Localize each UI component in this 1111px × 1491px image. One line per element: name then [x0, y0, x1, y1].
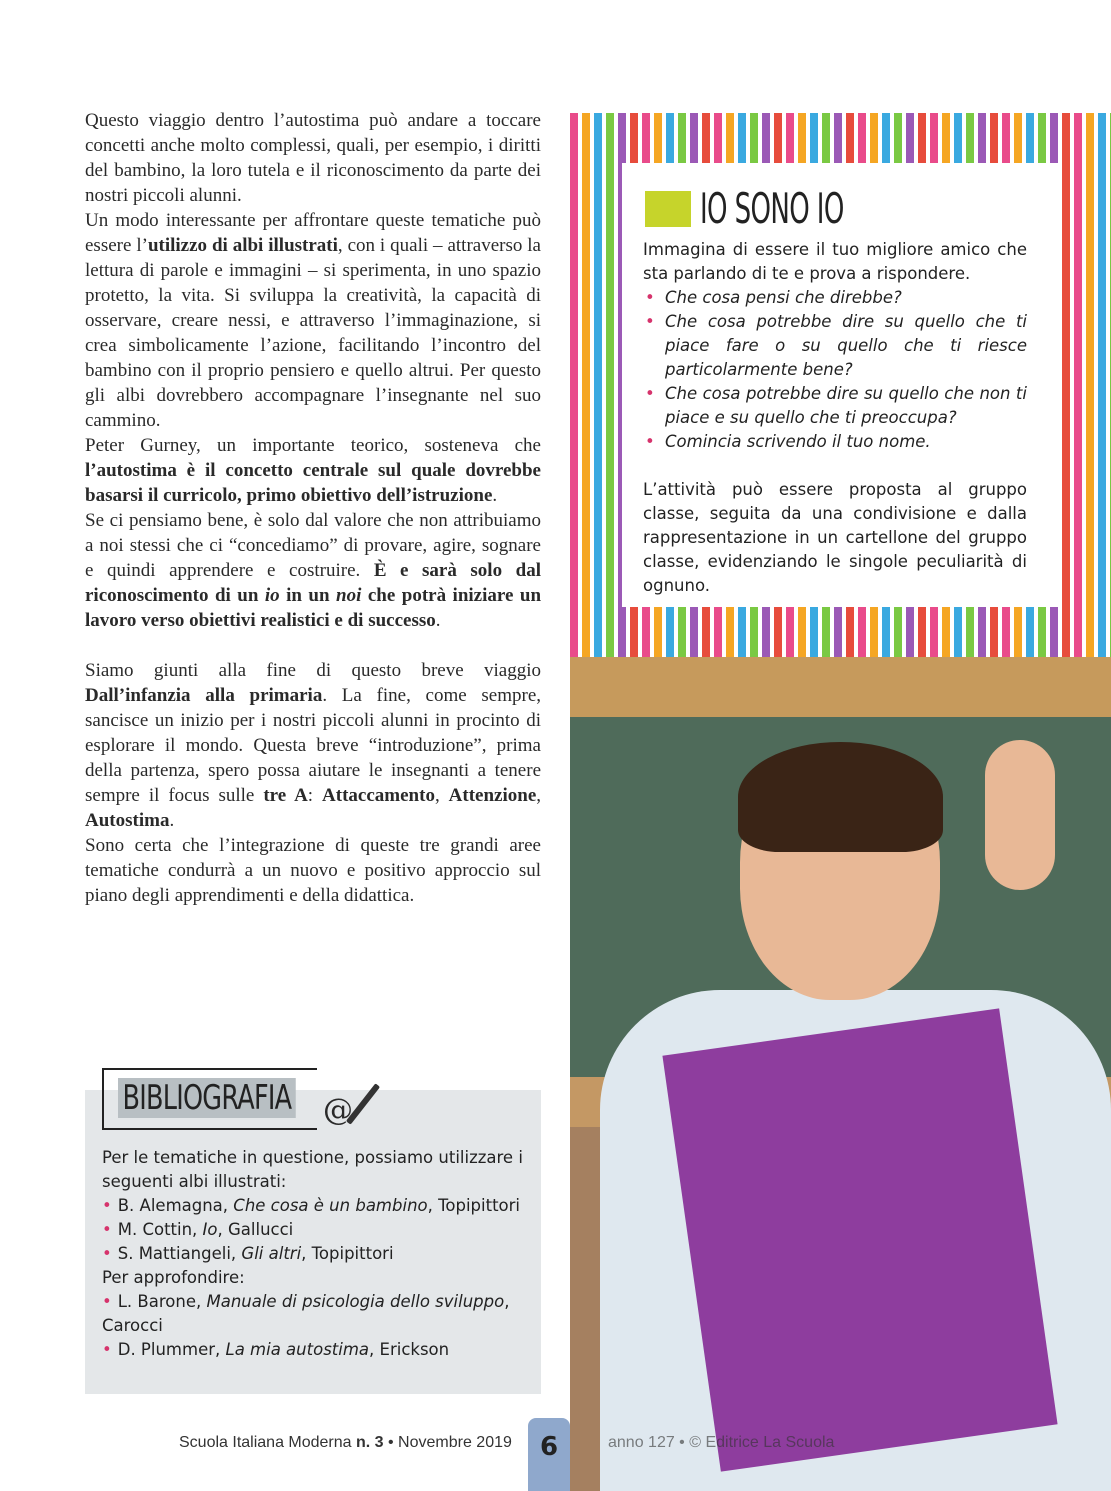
text: . La fine, come sempre, sancisce un inizio per i nostri piccoli alunni in procinto di esplorare il mondo. Questa breve “introduzione”, prima della partenza, spero possa aiutare le insegnanti a tenere sempre il focus sulle	[85, 685, 541, 806]
text: Se ci pensiamo bene, è solo dal valore che non attribuiamo a noi stessi che ci “concediamo” di provare, agire, sognare e quindi apprendere e costruire.	[85, 510, 541, 581]
paragraph	[85, 433, 541, 508]
bullet-icon: •	[102, 1340, 112, 1359]
list-item: • Che cosa potrebbe dire su quello che ti piace fare o su quello che ti riesce particolarmente bene?	[643, 310, 1027, 382]
article-body	[85, 108, 541, 908]
text: ,	[434, 785, 449, 806]
bullet-icon: •	[102, 1196, 112, 1215]
bibliography-heading	[102, 1068, 317, 1130]
bold-text: Attaccamento	[322, 785, 435, 806]
list-item: • Che cosa potrebbe dire su quello che non ti piace e su quello che ti preoccupa?	[643, 382, 1027, 430]
bibliography-title: BIBLIOGRAFIA	[118, 1078, 296, 1118]
bullet-icon: •	[102, 1220, 112, 1239]
bold-text: È e sarà solo dal riconoscimento di un	[85, 560, 541, 606]
bold-italic-text: io	[264, 585, 280, 606]
at-sign-icon: @	[323, 1093, 353, 1128]
list-item: • L. Barone, Manuale di psicologia dello sviluppo, Carocci	[102, 1292, 510, 1335]
bullet-icon: •	[102, 1244, 112, 1263]
bullet-icon: •	[102, 1292, 112, 1311]
footer-publisher: anno 127 • © Editrice La Scuola	[608, 1434, 835, 1451]
bold-text: tre A	[263, 785, 308, 806]
list-item: • Che cosa pensi che direbbe?	[643, 286, 1027, 310]
photo-purple-folder	[662, 1008, 1057, 1471]
text: .	[492, 485, 498, 506]
text: , con i quali – attraverso la lettura di parole e immagini – si sperimenta, in uno spazio protetto, la vita. Si sviluppa la creatività, la capacità di osservare, creare nessi, e attraverso l’immaginazione, si crea simbolicamente l’azione, facilitando l’incontro del bambino con il proprio pensiero e quello altrui. Per questo gli albi dovrebbero accompagnare l’insegnante nel suo cammino.	[85, 235, 541, 431]
text: ,	[536, 785, 542, 806]
paragraph: Sono certa che l’integrazione di queste tre grandi aree tematiche condurrà a un nuovo e positivo approccio sul piano degli apprendimenti e della didattica.	[85, 835, 541, 906]
bold-text: che potrà iniziare un lavoro verso obiettivi realistici e di successo	[85, 585, 542, 631]
bold-text: l’autostima è il concetto centrale sul quale dovrebbe basarsi il curricolo, primo obiettivo dell’istruzione	[85, 460, 541, 506]
bold-text: utilizzo di albi illustrati	[147, 235, 338, 256]
bibliography-body	[102, 1146, 526, 1362]
paragraph	[85, 508, 541, 633]
list-item: • B. Alemagna, Che cosa è un bambino, Topipittori	[102, 1196, 521, 1215]
bibliography-intro: Per le tematiche in questione, possiamo utilizzare i seguenti albi illustrati:	[102, 1148, 523, 1191]
box-text	[643, 238, 1027, 598]
list-item: • Comincia scrivendo il tuo nome.	[643, 430, 1027, 454]
paragraph	[85, 658, 541, 833]
bold-italic-text: noi	[336, 585, 362, 606]
list-item: • S. Mattiangeli, Gli altri, Topipittori	[102, 1244, 394, 1263]
list-item: • D. Plummer, La mia autostima, Erickson	[102, 1340, 450, 1359]
footer-publication: Scuola Italiana Moderna n. 3 • Novembre 2019	[179, 1434, 512, 1451]
text: :	[307, 785, 323, 806]
further-reading-label: Per approfondire:	[102, 1268, 245, 1287]
bold-text: in un	[279, 585, 337, 606]
text: .	[169, 810, 175, 831]
text: Peter Gurney, un importante teorico, sosteneva che	[85, 435, 541, 456]
bold-text: Dall’infanzia alla primaria	[85, 685, 323, 706]
paragraph	[85, 208, 541, 433]
photo-raised-hand	[985, 740, 1055, 890]
box-outro: L’attività può essere proposta al gruppo classe, seguita da una condivisione e dalla rappresentazione in un cartellone del gruppo classe, evidenziando le singole peculiarità di ognuno.	[643, 480, 1027, 595]
bold-text: Autostima	[85, 810, 170, 831]
text: Un modo interessante per affrontare queste tematiche può essere l’	[85, 210, 541, 256]
text: .	[435, 610, 441, 631]
text: Siamo giunti alla fine di questo breve viaggio	[85, 660, 541, 681]
question-list	[643, 286, 1027, 454]
photo-child-hair	[738, 742, 943, 852]
box-title: IO SONO IO	[700, 184, 844, 233]
box-intro: Immagina di essere il tuo migliore amico che sta parlando di te e prova a rispondere.	[643, 240, 1027, 283]
page-number: 6	[528, 1418, 570, 1491]
paragraph: Questo viaggio dentro l’autostima può andare a toccare concetti anche molto complessi, quali, per esempio, i diritti del bambino, la loro tutela e il riconoscimento da parte dei nostri piccoli alunni.	[85, 110, 541, 206]
green-square-icon	[645, 191, 691, 227]
list-item: • M. Cottin, Io, Gallucci	[102, 1220, 294, 1239]
bold-text: Attenzione	[448, 785, 537, 806]
